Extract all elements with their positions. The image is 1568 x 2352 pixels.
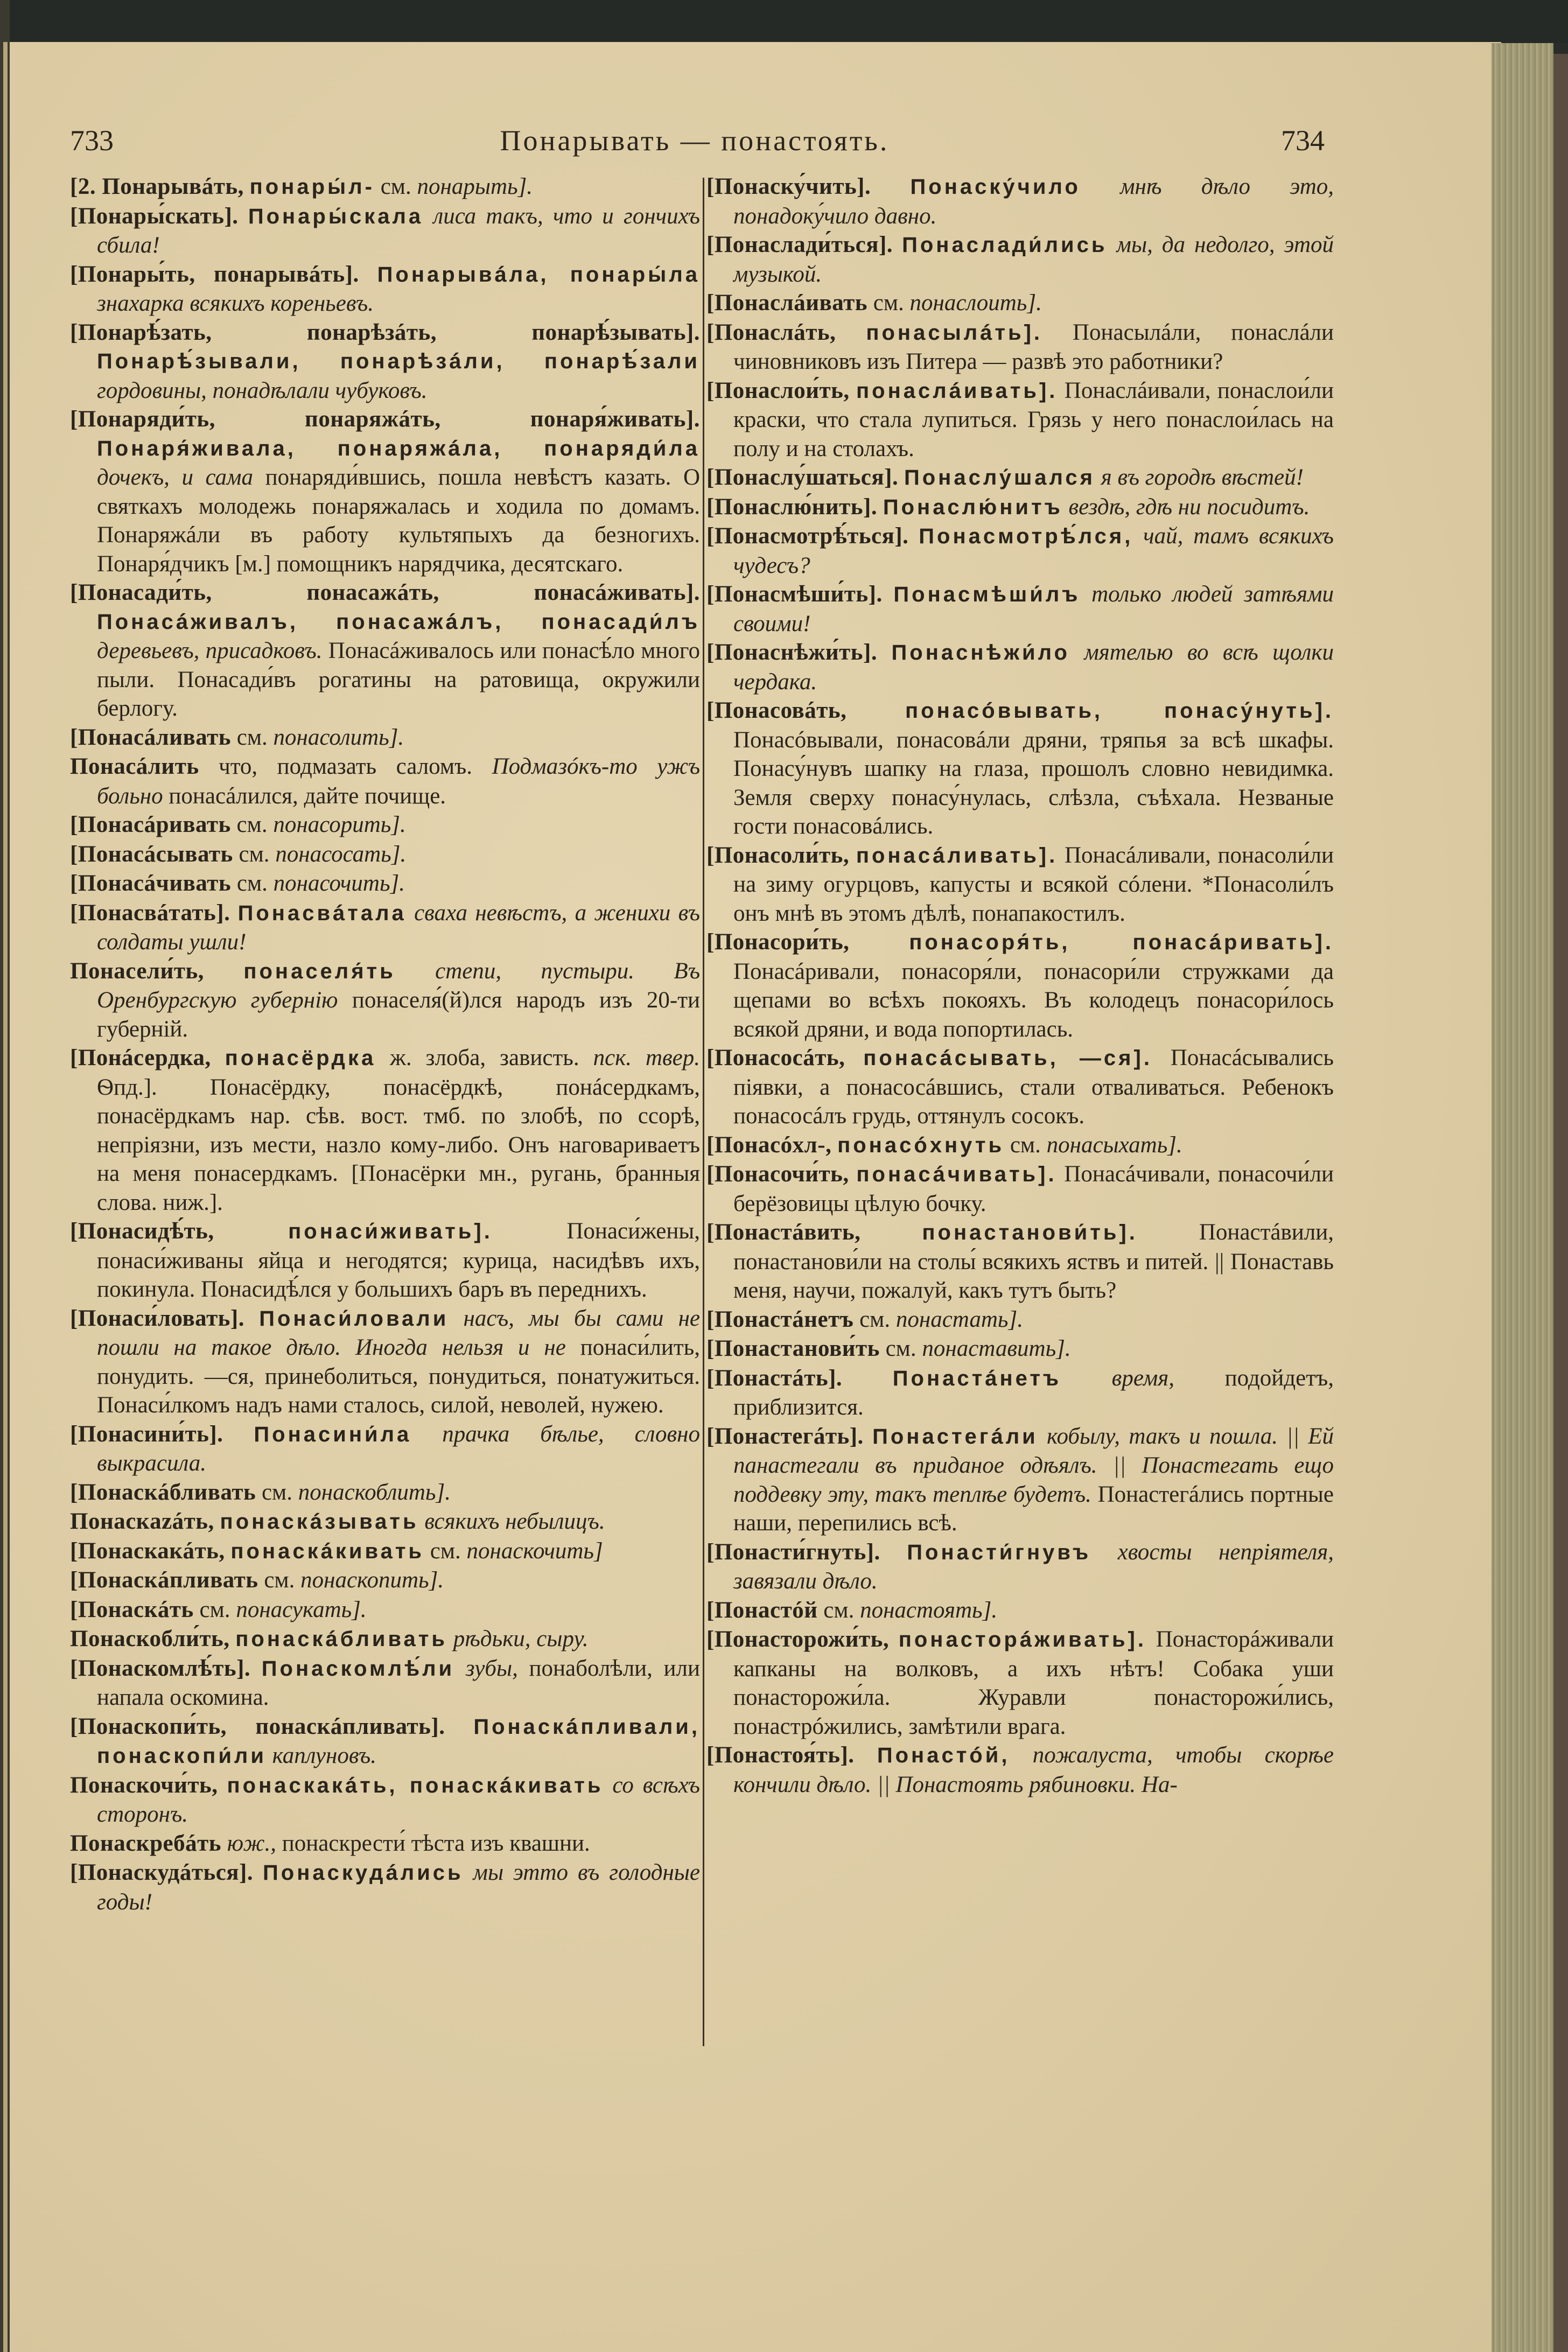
continuation: Понасóвывали, понасовáли дряни, тряпья за всѣ шкафы. Понасу́нувъ шапку на глаза, прошолъ словно невидимка. Земля сверху понасу́нулась, слѣзла, съѣхала. Незваные гости понасовáлись. (733, 727, 1334, 839)
headword: [Понаслои́ть, (706, 377, 850, 403)
example-italic: я въ городѣ вѣстей! (1101, 465, 1304, 490)
dictionary-entry (706, 1131, 1334, 1160)
book-cover-top (0, 0, 1568, 43)
example-italic: понасосать]. (275, 841, 407, 867)
gloss: см. (430, 1538, 461, 1564)
inflected-forms: Понаслу́шался (904, 466, 1096, 489)
inflected-forms: понасáчивать]. (856, 1163, 1057, 1186)
headword: [Понаскáть (70, 1597, 194, 1622)
dictionary-entry (70, 1478, 700, 1508)
example-italic: всякихъ небылицъ. (424, 1509, 605, 1534)
inflected-forms: понаскáбливать (235, 1627, 447, 1651)
continuation: подойдетъ, приблизится. (733, 1365, 1334, 1420)
example-italic: чай, тамъ всякихъ чудесъ? (733, 523, 1334, 578)
headword: [Понастанови́ть (706, 1336, 880, 1361)
headword: Понаскочи́ть, (70, 1772, 218, 1798)
headword: [Понасидѣ́ть, (70, 1219, 214, 1244)
inflected-forms: понасторáживать]. (898, 1628, 1146, 1651)
inflected-forms: Понаснѣжи́ло (891, 641, 1070, 664)
dictionary-entry (70, 1537, 700, 1566)
dictionary-entry (70, 1771, 700, 1829)
dictionary-entry (70, 1829, 700, 1859)
inflected-forms: Понасвáтала (237, 901, 407, 925)
inflected-forms: понаселя́ть (243, 959, 396, 983)
continuation: Понаслáивали, понаслои́ли краски, что стала лупиться. Грязь у него понаслои́лась на полу и на столахъ. (733, 377, 1334, 461)
gutter-shadow (3, 42, 8, 2352)
dictionary-entry (706, 289, 1334, 318)
headword: [Понастáнетъ (706, 1306, 854, 1332)
example-italic: деревьевъ, присадковъ. (97, 638, 323, 663)
example-italic: юж., (227, 1830, 276, 1856)
example-italic: лиса такъ, что и гончихъ сбила! (97, 203, 700, 258)
inflected-forms: понаслáивать]. (856, 379, 1058, 403)
headword: [Понары́скать]. (70, 203, 239, 229)
dictionary-entry (706, 522, 1334, 580)
dictionary-entry (706, 318, 1334, 376)
gloss: см. (823, 1597, 855, 1623)
inflected-forms: понасáсывать, —ся]. (863, 1046, 1152, 1070)
dictionary-entry (70, 869, 700, 899)
inflected-forms: понары́л- (249, 175, 375, 199)
dictionary-entry (706, 696, 1334, 841)
gloss: см. (264, 1567, 295, 1593)
dictionary-entry (706, 928, 1334, 1044)
gloss: см. (236, 812, 268, 837)
headword: [Понастегáть]. (706, 1423, 864, 1449)
headword: [Понасáсывать (70, 841, 233, 867)
dictionary-entry (706, 493, 1334, 522)
continuation: Понастáвили, понастанови́ли на столы́ всякихъ яствъ и питей. || Понаставь меня, научи, пожалуй, какъ тутъ быть? (733, 1220, 1334, 1303)
continuation: Понаси́жены, понаси́живаны яйца и негодятся; курица, насидѣвъ ихъ, покинула. Понасидѣ́лся у большихъ баръ въ переднихъ. (97, 1219, 700, 1302)
page-number-left: 733 (70, 124, 114, 157)
inflected-forms: Понасини́ла (254, 1422, 412, 1446)
example-italic: мнѣ дѣло это, понадоку́чило давно. (733, 174, 1334, 229)
example-italic: гордовины, понадѣлали чубуковъ. (97, 377, 428, 403)
headword: [Понасóхл-, (706, 1132, 832, 1158)
headword: [Понаслади́ться]. (706, 232, 893, 257)
headword: [Понаслу́шаться]. (706, 465, 899, 490)
headword: [Понасти́гнуть]. (706, 1539, 880, 1565)
dictionary-entry (706, 1422, 1334, 1538)
headword: [Понáсердка, (70, 1045, 211, 1070)
dictionary-entry (70, 1654, 700, 1712)
inflected-forms: Понастегáли (872, 1424, 1038, 1448)
book-cover-edge (1553, 54, 1568, 2352)
headword: [Понаряди́ть, понаряжáть, понаря́живать]. (70, 407, 700, 432)
dictionary-entry (70, 752, 700, 810)
continuation: Понасáчивали, понасочи́ли берёзовицы цѣлую бочку. (733, 1161, 1334, 1216)
example-italic: понасыхать]. (1046, 1132, 1182, 1158)
example-italic: хвосты непріятеля, завязали дѣло. (733, 1539, 1334, 1594)
inflected-forms: Понасмотрѣ́лся, (919, 524, 1133, 548)
example-italic: мятелью во всѣ щолки чердака. (733, 640, 1334, 695)
right-column (706, 172, 1334, 1799)
left-column (70, 172, 700, 1916)
gloss: см. (859, 1306, 891, 1332)
continuation: понаскрести́ тѣста изъ квашни. (282, 1830, 590, 1856)
headword: [Понастáвить, (706, 1220, 861, 1245)
headword: [Понаслáивать (706, 290, 867, 316)
headword: [Понасмотрѣ́ться]. (706, 523, 909, 549)
headword: [Понаслáть, (706, 319, 836, 345)
headword: [Понарѣ́зать, понарѣзáть, понарѣ́зывать]. (70, 319, 700, 345)
example-italic: понаскоблить]. (298, 1479, 451, 1505)
dictionary-entry (70, 1304, 700, 1420)
example-italic: мы, да недолго, этой музыкой. (733, 232, 1334, 287)
dictionary-entry (70, 840, 700, 870)
inflected-forms: понаси́живать]. (288, 1220, 493, 1243)
example-italic: понаскопить]. (300, 1567, 444, 1593)
headword: [Понаскáпливать (70, 1567, 258, 1593)
dictionary-entry (70, 1712, 700, 1771)
example-italic: мы этто въ голодные годы! (97, 1860, 700, 1915)
inflected-forms: понастанови́ть]. (922, 1221, 1138, 1244)
dictionary-entry (70, 723, 700, 753)
headword: [Понаскудáться]. (70, 1860, 254, 1885)
headword: [2. Понарывáть, (70, 174, 244, 199)
inflected-forms: Понасмѣши́лъ (893, 583, 1081, 606)
dictionary-entry (70, 899, 700, 957)
dictionary-entry (706, 1364, 1334, 1422)
example-italic: Подмазóкъ-то ужъ больно (97, 754, 701, 809)
dictionary-entry (70, 957, 700, 1044)
headword: [Понасáливать (70, 724, 231, 750)
dictionary-entry (706, 1305, 1334, 1335)
dictionary-entry (706, 1625, 1334, 1741)
example-italic: понастоять]. (860, 1597, 998, 1623)
dictionary-entry (706, 1596, 1334, 1626)
continuation: Понасáривали, понасоря́ли, понасори́ли стружками да щепами во всѣхъ покояхъ. Въ колодецъ понасори́лось всякой дряни, и вода попортилась. (733, 958, 1334, 1042)
example-italic: степи, пустыри. Въ Оренбургскую губернію (97, 958, 701, 1013)
dictionary-entry (70, 172, 700, 202)
continuation: понаряди́вшись, пошла невѣстъ казать. О святкахъ молодежь понаряжалась и ходила по домамъ. Понаряжáли въ работу культяпыхъ да безногихъ. Понаря́дчикъ [м.] помощникъ нарядчика, десятскаго. (97, 465, 701, 577)
inflected-forms: Понаси́ловали (259, 1306, 449, 1331)
headword: [Понасади́ть, понасажáть, понасáживать]. (70, 580, 700, 605)
continuation: понаселя́(й)лся народъ изъ 20-ти губерній. (97, 988, 701, 1042)
dictionary-entry (706, 1334, 1334, 1364)
headword: [Понаси́ловать]. (70, 1305, 244, 1331)
dictionary-entry (706, 172, 1334, 230)
dictionary-entry (70, 1566, 700, 1595)
example-italic: пск. твер. (593, 1045, 701, 1070)
inflected-forms: понасоря́ть, понасáривать]. (909, 930, 1334, 954)
page-stack-fore-edge (1492, 43, 1553, 2352)
example-italic: время, (1111, 1365, 1175, 1391)
example-italic: понаскочить] (466, 1538, 603, 1564)
dictionary-entry (70, 1595, 700, 1625)
dictionary-entry (70, 1217, 700, 1304)
headword: [Понасовáть, (706, 698, 847, 723)
example-italic: дочекъ, и сама (97, 465, 253, 490)
headword: Понасели́ть, (70, 958, 204, 984)
example-italic: прачка бѣлье, словно выкрасила. (97, 1421, 701, 1476)
inflected-forms: Понарѣ́зывали, понарѣзáли, понарѣ́зали (97, 349, 700, 373)
inflected-forms: Понаря́живала, понаряжáла, понаряди́ла (97, 436, 700, 460)
headword: [Понастóй (706, 1597, 818, 1623)
inflected-forms: Понаскомлѣ́ли (261, 1656, 455, 1681)
example-italic: знахарка всякихъ кореньевъ. (97, 291, 374, 316)
headword: [Понасоли́ть, (706, 842, 850, 868)
headword: [Понасосáть, (706, 1045, 845, 1070)
gloss: ж. злоба, зависть. (390, 1045, 579, 1070)
headword: [Понары́ть, понарывáть]. (70, 261, 359, 287)
continuation: Ѳпд.]. Понасёрдку, понасёрдкѣ, понáсердкамъ, понасёрдкамъ нар. сѣв. вост. тмб. по злобѣ, по ссорѣ, непріязни, изъ мести, назло кому-либо. Онъ наговариваетъ на меня понасердкамъ. [Понасёрки мн., ругань, бранныя слова. ниж.]. (97, 1074, 700, 1215)
example-italic: вездѣ, гдѣ ни посидитъ. (1068, 494, 1310, 520)
continuation: Понасáживалось или понасѣ́ло много пыли. Понасади́въ рогатины на ратовища, окружили берлогу. (97, 638, 700, 721)
example-italic: зубы, (465, 1655, 518, 1681)
example-italic: сваха невѣстъ, а женихи въ солдаты ушли! (97, 900, 700, 955)
headword: [Понаскáбливать (70, 1479, 256, 1505)
dictionary-entry (70, 405, 700, 578)
example-italic: понасукать]. (236, 1597, 367, 1622)
dictionary-entry (70, 1625, 700, 1654)
inflected-forms: понасóхнуть (837, 1133, 1005, 1157)
headword: Понаскобли́ть, (70, 1626, 230, 1651)
dictionary-entry (70, 578, 700, 723)
inflected-forms: Понастáнетъ (892, 1366, 1062, 1390)
inflected-forms: Понаску́чило (910, 175, 1081, 199)
example-italic: только людей затѣями своими! (733, 582, 1334, 636)
headword: [Понасáчивать (70, 871, 232, 896)
continuation: Понасáсывались піявки, а понасосáвшись, стали отваливаться. Ребенокъ понасосáлъ грудь, оттянулъ сосокъ. (733, 1045, 1334, 1129)
headword: [Понасмѣши́ть]. (706, 582, 883, 607)
dictionary-entry (706, 1538, 1334, 1596)
continuation: Понасáливали, понасоли́ли на зиму огурцовъ, капусты и всякой сóлени. *Понасоли́лъ онъ мнѣ въ этомъ дѣлѣ, понапакостилъ. (733, 842, 1334, 926)
continuation: понасáлился, дайте почище. (169, 783, 446, 809)
dictionary-entry (70, 1420, 700, 1478)
example-italic: понарыть]. (417, 174, 533, 199)
dictionary-entry (70, 318, 700, 405)
gloss: см. (199, 1597, 230, 1622)
example-italic: кобылу, такъ и пошла. || Ей панастегали въ приданое одѣялъ. || Понастегать ещо поддевку эту, такъ теплѣе будетъ. (733, 1423, 1334, 1507)
gloss: см. (1010, 1132, 1041, 1158)
headword: [Понасвáтать]. (70, 900, 230, 926)
inflected-forms: Понарывáла, понары́ла (377, 262, 700, 286)
headword: [Понаслю́нить]. (706, 494, 878, 520)
dictionary-entry (706, 1741, 1334, 1799)
dictionary-entry (706, 230, 1334, 289)
headword: Понасáлить (70, 754, 199, 779)
dictionary-entry (706, 1218, 1334, 1305)
example-italic: со всѣхъ сторонъ. (97, 1772, 700, 1827)
inflected-forms: Понастóй, (877, 1744, 1010, 1767)
example-italic: пожалуста, чтобы скорѣе кончили дѣло. || Понастоять рябиновки. На- (733, 1742, 1334, 1797)
continuation: понаси́лить, понудить. —ся, принеболиться, понудиться, понатужиться. Понаси́лкомъ надъ нами сталось, силой, неволей, нужею. (97, 1335, 701, 1418)
dictionary-entry (706, 463, 1334, 493)
gloss: см. (239, 841, 270, 867)
headword: [Понасáривать (70, 812, 231, 837)
inflected-forms: понаскакáть, понаскáкивать (227, 1773, 604, 1797)
headword: [Понасини́ть]. (70, 1421, 223, 1447)
dictionary-entry (70, 1858, 700, 1916)
inflected-forms: понасóвывать, понасу́нуть]. (905, 699, 1334, 723)
headword: [Понаскакáть, (70, 1538, 225, 1564)
headword: [Понастáть]. (706, 1365, 843, 1391)
inflected-forms: Понаскáпливали, понаскопи́ли (97, 1714, 700, 1768)
gloss: см. (885, 1336, 916, 1361)
example-italic: каплуновъ. (272, 1743, 376, 1768)
example-italic: понаслоить]. (909, 290, 1042, 316)
headword: [Понаскомлѣ́ть]. (70, 1655, 251, 1681)
inflected-forms: понаскáкивать (230, 1539, 424, 1563)
continuation: Понасылáли, понаслáли чиновниковъ изъ Питера — развѣ это работники? (733, 319, 1334, 374)
continuation: Понастегáлись портные наши, перепились всѣ. (733, 1481, 1334, 1536)
gloss: см. (236, 724, 268, 750)
inflected-forms: понасёрдка (225, 1046, 376, 1070)
example-italic: рѣдьки, сыру. (453, 1626, 589, 1651)
headword: [Понаснѣжи́ть]. (706, 640, 878, 665)
inflected-forms: Понасти́гнувъ (907, 1540, 1091, 1564)
headword: [Понаскопи́ть, понаскáпливать]. (70, 1713, 445, 1739)
example-italic: понаставить]. (922, 1336, 1071, 1361)
running-header (70, 124, 1325, 162)
inflected-forms: понасылáть]. (866, 320, 1043, 345)
dictionary-entry (706, 580, 1334, 638)
inflected-forms: Понаслю́нитъ (883, 495, 1063, 519)
headword: Понаскребáть (70, 1830, 221, 1856)
dictionary-entry (706, 1160, 1334, 1218)
headword: Понаскazáть, (70, 1509, 214, 1534)
headword: [Понасторожи́ть, (706, 1627, 890, 1652)
gloss: см. (380, 174, 411, 199)
dictionary-entry (70, 810, 700, 840)
dictionary-entry (70, 1507, 700, 1537)
gloss: см. (261, 1479, 292, 1505)
column-divider (703, 178, 704, 2046)
continuation: Понасторáживали капканы на волковъ, а ихъ нѣтъ! Собака уши понасторожи́ла. Журавли понасторожи́лись, понастрóжились, замѣтили врага. (733, 1627, 1334, 1739)
example-italic: понастать]. (895, 1306, 1023, 1332)
inflected-forms: Понаскудáлись (263, 1861, 464, 1885)
dictionary-entry (70, 260, 700, 318)
headword: [Понасори́ть, (706, 929, 850, 955)
dictionary-entry (706, 638, 1334, 696)
gloss: см. (873, 290, 904, 316)
dictionary-entry (706, 1044, 1334, 1131)
example-italic: понасолить]. (273, 724, 404, 750)
example-italic: понасорить]. (273, 812, 406, 837)
headword: [Понаску́чить]. (706, 174, 871, 199)
inflected-forms: Понаслади́лись (902, 233, 1108, 257)
example-italic: понасочить]. (273, 871, 405, 896)
running-title: Понарывать — понастоять. (500, 124, 890, 157)
dictionary-entry (706, 376, 1334, 464)
example-italic: насъ, мы бы сами не пошли на такое дѣло. Иногда нельзя и не (97, 1305, 701, 1360)
headword: [Понасочи́ть, (706, 1161, 849, 1187)
dictionary-entry (70, 202, 700, 260)
headword: [Понастоя́ть]. (706, 1742, 855, 1768)
inflected-forms: понасáливать]. (856, 843, 1058, 867)
inflected-forms: понаскáзывать (220, 1510, 419, 1534)
inflected-forms: Понары́скала (248, 204, 424, 228)
dictionary-entry (706, 841, 1334, 928)
inflected-forms: Понасáживалъ, понасажáлъ, понасади́лъ (97, 610, 700, 634)
gloss: что, подмазать саломъ. (219, 754, 473, 779)
continuation: понаболѣли, или напала оскомина. (97, 1655, 701, 1710)
gloss: см. (236, 871, 268, 896)
dictionary-entry (70, 1044, 700, 1217)
page-number-right: 734 (1281, 124, 1325, 157)
